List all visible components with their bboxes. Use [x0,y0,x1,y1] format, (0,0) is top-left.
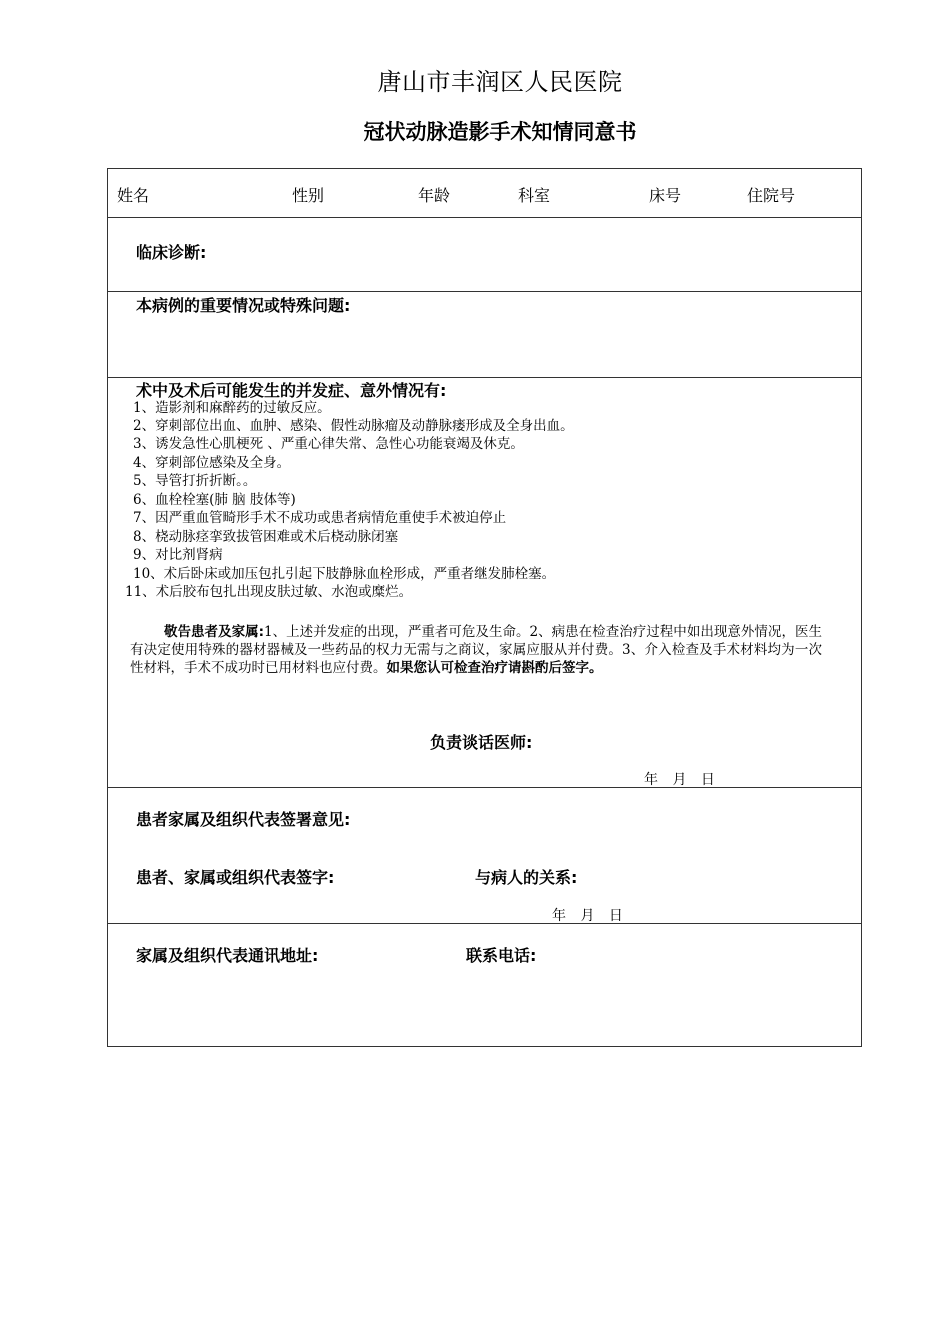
field-name-label: 姓名 [117,186,150,205]
row-divider [108,291,861,292]
address-label: 家属及组织代表通讯地址: [136,946,319,965]
complication-item: 5、导管打折折断。。 [133,473,257,489]
row-divider [108,787,861,788]
consent-opinion-label: 患者家属及组织代表签署意见: [136,810,351,829]
field-bed-label: 床号 [649,186,682,205]
notice-tail: 如果您认可检查治疗请斟酌后签字。 [386,660,603,676]
phone-label: 联系电话: [466,946,537,965]
consent-form-table [107,168,862,1047]
hospital-name: 唐山市丰润区人民医院 [377,68,623,96]
notice-body: 1、上述并发症的出现，严重者可危及生命。2、病患在检查治疗过程中如出现意外情况，医生有决定使用特殊的器材器械及一些药品的权力无需与之商议，家属应服从并付费。3、介入检查及手术材料均为一次性材料，手术不成功时已用材料也应付费。 [130,624,822,676]
complication-item: 4、穿刺部位感染及全身。 [133,455,291,471]
doctor-date: 年 月 日 [644,772,715,788]
complication-item: 8、桡动脉痉挛致拔管困难或术后桡动脉闭塞 [133,529,399,545]
signature-label: 患者、家属或组织代表签字: [136,868,335,887]
form-title: 冠状动脉造影手术知情同意书 [363,120,637,144]
row-divider [108,217,861,218]
field-age-label: 年龄 [418,186,451,205]
complication-item: 9、对比剂肾病 [133,547,223,563]
doctor-label: 负责谈话医师: [430,733,533,752]
complication-item: 1、造影剂和麻醉药的过敏反应。 [133,400,331,416]
notice-lead: 敬告患者及家属: [164,624,265,640]
complication-item: 10、术后卧床或加压包扎引起下肢静脉血栓形成，严重者继发肺栓塞。 [133,566,556,582]
consent-date: 年 月 日 [552,908,623,924]
complication-item: 3、诱发急性心肌梗死 、严重心律失常、急性心功能衰竭及休克。 [133,436,524,452]
complication-item: 2、穿刺部位出血、血肿、感染、假性动脉瘤及动静脉瘘形成及全身出血。 [133,418,574,434]
complication-item: 6、血栓栓塞(肺 脑 肢体等) [133,492,296,508]
row-divider [108,923,861,924]
notice-paragraph [130,623,822,677]
complications-label: 术中及术后可能发生的并发症、意外情况有: [136,381,447,400]
field-admission-label: 住院号 [747,186,796,205]
field-department-label: 科室 [518,186,551,205]
field-gender-label: 性别 [292,186,325,205]
special-issues-label: 本病例的重要情况或特殊问题: [136,296,351,315]
complication-item: 11、术后胶布包扎出现皮肤过敏、水泡或糜烂。 [125,584,413,600]
relation-label: 与病人的关系: [475,868,578,887]
complication-item: 7、因严重血管畸形手术不成功或患者病情危重使手术被迫停止 [133,510,507,526]
diagnosis-label: 临床诊断: [136,243,207,262]
